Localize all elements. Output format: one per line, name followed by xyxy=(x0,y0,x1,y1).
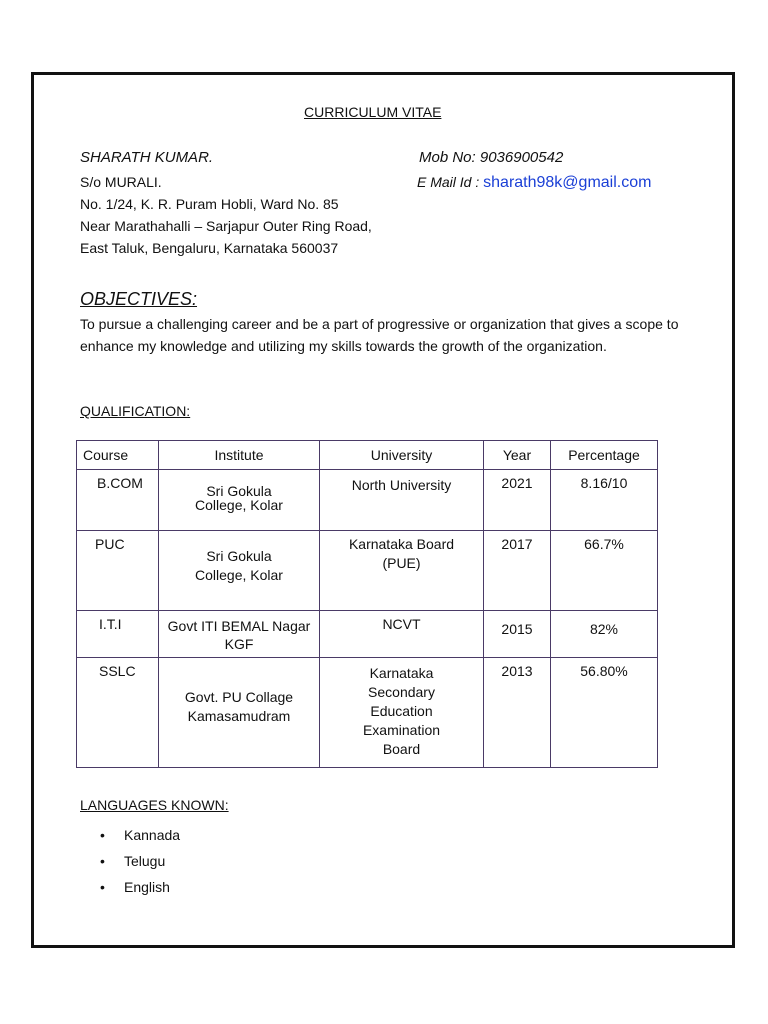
institute-cell: Govt ITI BEMAL Nagar KGF xyxy=(167,618,311,652)
institute-cell: Govt. PU Collage Kamasamudram xyxy=(184,689,294,724)
languages-heading: LANGUAGES KNOWN: xyxy=(80,797,229,813)
address-line-2: Near Marathahalli – Sarjapur Outer Ring Road, xyxy=(80,218,372,234)
email-link[interactable]: sharath98k@gmail.com xyxy=(483,174,652,191)
objectives-text: To pursue a challenging career and be a part of progressive or organization that gives a scope to enhance my knowledge and utilizing my skills towards the growth of the organization. xyxy=(80,316,679,354)
year-cell: 2013 xyxy=(501,663,533,679)
candidate-name: SHARATH KUMAR. xyxy=(80,149,214,166)
institute-cell: Sri Gokula College, Kolar xyxy=(195,483,283,513)
table-header-row xyxy=(77,441,658,470)
year-cell: 2017 xyxy=(501,536,533,552)
table-row xyxy=(77,531,658,611)
parent-name: S/o MURALI. xyxy=(80,174,162,190)
course-cell: B.COM xyxy=(97,475,143,491)
percentage-cell: 56.80% xyxy=(580,663,628,679)
qualification-table xyxy=(76,440,658,768)
email-label: E Mail Id : xyxy=(417,174,480,190)
course-cell: PUC xyxy=(95,536,125,552)
year-cell: 2015 xyxy=(501,621,533,637)
university-cell: Karnataka Secondary Education Examination Board xyxy=(362,665,441,757)
table-row xyxy=(77,470,658,531)
university-cell: Karnataka Board (PUE) xyxy=(348,536,455,571)
qualification-heading: QUALIFICATION: xyxy=(80,403,191,419)
column-header: Year xyxy=(484,441,551,470)
university-cell: North University xyxy=(351,477,452,493)
course-cell: I.T.I xyxy=(99,616,122,632)
course-cell: SSLC xyxy=(99,663,136,679)
column-header: University xyxy=(320,441,484,470)
table-row xyxy=(77,611,658,658)
university-cell: NCVT xyxy=(382,616,421,632)
document-title: CURRICULUM VITAE xyxy=(304,104,442,120)
column-header: Institute xyxy=(159,441,320,470)
list-item: • English xyxy=(100,874,180,900)
percentage-cell: 66.7% xyxy=(584,536,624,552)
column-header: Course xyxy=(77,441,159,470)
year-cell: 2021 xyxy=(501,475,533,491)
percentage-cell: 82% xyxy=(589,621,619,637)
institute-cell: Sri Gokula College, Kolar xyxy=(195,548,283,583)
objectives-heading: OBJECTIVES: xyxy=(80,289,198,309)
email-row xyxy=(417,174,651,192)
table-row xyxy=(77,658,658,768)
address-line-1: No. 1/24, K. R. Puram Hobli, Ward No. 85 xyxy=(80,196,339,212)
address-line-3: East Taluk, Bengaluru, Karnataka 560037 xyxy=(80,240,339,256)
list-item: • Kannada xyxy=(100,822,180,848)
mobile-number: Mob No: 9036900542 xyxy=(419,149,564,166)
column-header: Percentage xyxy=(551,441,658,470)
languages-list xyxy=(100,822,180,900)
percentage-cell: 8.16/10 xyxy=(580,475,628,491)
list-item: • Telugu xyxy=(100,848,180,874)
